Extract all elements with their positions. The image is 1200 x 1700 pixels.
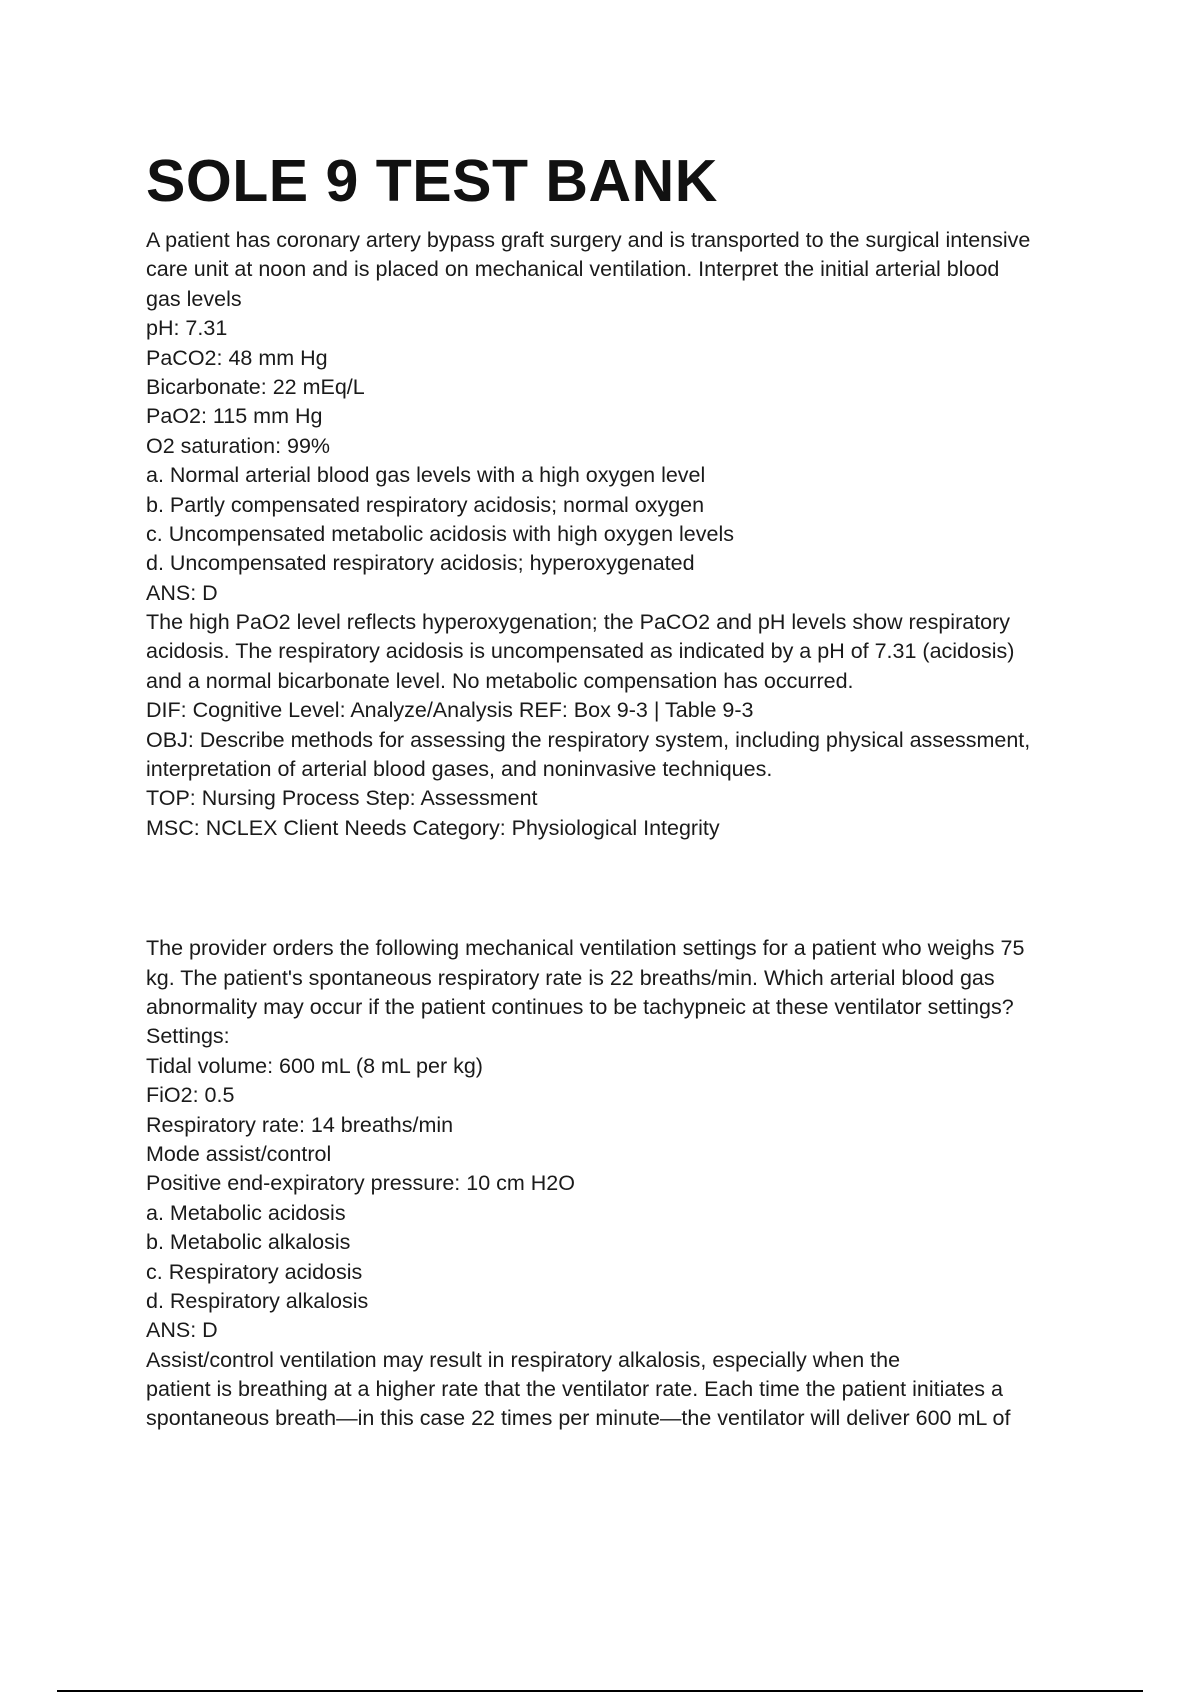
q1-lab-value: PaCO2: 48 mm Hg — [146, 345, 328, 370]
q1-option-c: c. Uncompensated metabolic acidosis with high oxygen levels — [146, 521, 734, 546]
q2-setting: Positive end-expiratory pressure: 10 cm H2O — [146, 1171, 575, 1196]
q1-answer: ANS: D — [146, 580, 218, 605]
q2-stem-line: abnormality may occur if the patient continues to be tachypneic at these ventilator settings? — [146, 994, 1014, 1019]
q1-option-b: b. Partly compensated respiratory acidosis; normal oxygen — [146, 492, 705, 517]
q2-setting: Respiratory rate: 14 breaths/min — [146, 1112, 454, 1137]
page-bottom-rule — [57, 1690, 1143, 1692]
q1-option-d: d. Uncompensated respiratory acidosis; hyperoxygenated — [146, 551, 695, 576]
q2-settings-heading: Settings: — [146, 1024, 230, 1049]
q1-objective-line: OBJ: Describe methods for assessing the respiratory system, including physical assessment, — [146, 727, 1031, 752]
q1-rationale-line: and a normal bicarbonate level. No metabolic compensation has occurred. — [146, 668, 854, 693]
q1-difficulty: DIF: Cognitive Level: Analyze/Analysis REF: Box 9-3 | Table 9-3 — [146, 698, 754, 723]
page-content — [146, 145, 1076, 1434]
q2-setting: Tidal volume: 600 mL (8 mL per kg) — [146, 1053, 483, 1078]
page-title: SOLE 9 TEST BANK — [146, 148, 718, 214]
q2-option-b: b. Metabolic alkalosis — [146, 1230, 351, 1255]
q1-stem-line: care unit at noon and is placed on mechanical ventilation. Interpret the initial arterial blood — [146, 257, 1000, 282]
q2-stem-line: The provider orders the following mechanical ventilation settings for a patient who weighs 75 — [146, 936, 1025, 961]
q1-rationale-line: acidosis. The respiratory acidosis is uncompensated as indicated by a pH of 7.31 (acidosis) — [146, 639, 1015, 664]
q2-option-a: a. Metabolic acidosis — [146, 1200, 346, 1225]
q1-stem-line: gas levels — [146, 286, 242, 311]
q1-lab-value: Bicarbonate: 22 mEq/L — [146, 374, 365, 399]
q1-lab-value: O2 saturation: 99% — [146, 433, 331, 458]
q2-rationale-line: spontaneous breath—in this case 22 times per minute—the ventilator will deliver 600 mL of — [146, 1406, 1011, 1431]
q2-rationale-line: patient is breathing at a higher rate that the ventilator rate. Each time the patient initiates a — [146, 1377, 1003, 1402]
q1-topic: TOP: Nursing Process Step: Assessment — [146, 786, 538, 811]
q1-stem-line: A patient has coronary artery bypass graft surgery and is transported to the surgical intensive — [146, 228, 1031, 252]
q2-answer: ANS: D — [146, 1318, 218, 1343]
q2-setting: Mode assist/control — [146, 1141, 332, 1166]
q2-rationale-line: Assist/control ventilation may result in respiratory alkalosis, especially when the — [146, 1347, 901, 1372]
q2-option-d: d. Respiratory alkalosis — [146, 1288, 369, 1313]
question-1 — [146, 226, 1076, 843]
q1-option-a: a. Normal arterial blood gas levels with a high oxygen level — [146, 463, 706, 488]
q1-msc: MSC: NCLEX Client Needs Category: Physiological Integrity — [146, 815, 720, 840]
q2-stem-line: kg. The patient's spontaneous respiratory rate is 22 breaths/min. Which arterial blood gas — [146, 965, 995, 990]
q2-setting: FiO2: 0.5 — [146, 1083, 235, 1108]
q1-lab-value: pH: 7.31 — [146, 316, 228, 341]
q1-objective-line: interpretation of arterial blood gases, and noninvasive techniques. — [146, 757, 773, 782]
question-2 — [146, 934, 1076, 1434]
q2-option-c: c. Respiratory acidosis — [146, 1259, 363, 1284]
q1-lab-value: PaO2: 115 mm Hg — [146, 404, 323, 429]
q1-rationale-line: The high PaO2 level reflects hyperoxygenation; the PaCO2 and pH levels show respiratory — [146, 610, 1011, 635]
